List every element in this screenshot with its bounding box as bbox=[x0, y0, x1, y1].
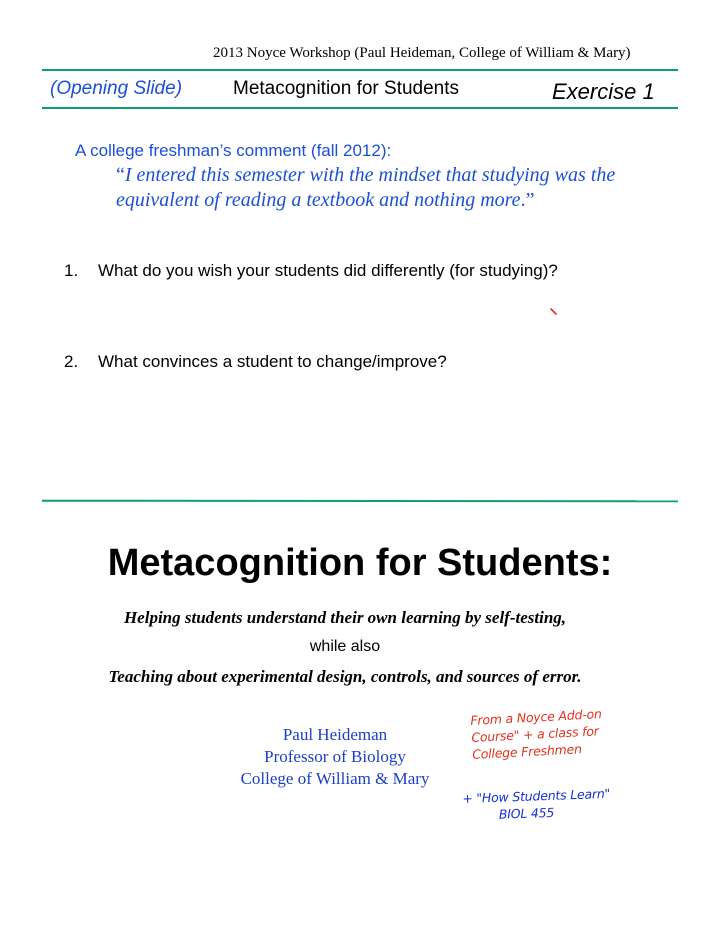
title-slide-subtitle-2: Teaching about experimental design, controls, and sources of error. bbox=[108, 667, 582, 686]
exercise-label: Exercise 1 bbox=[552, 79, 655, 104]
handwritten-note-red bbox=[470, 705, 604, 763]
title-slide-subtitle-1: Helping students understand their own learning by self-testing, bbox=[123, 608, 567, 627]
note-line: College Freshmen bbox=[471, 741, 583, 762]
workshop-header-text: 2013 Noyce Workshop (Paul Heideman, College of William & Mary) bbox=[213, 45, 631, 61]
question-text: What convinces a student to change/improve? bbox=[98, 352, 447, 371]
quote-open-mark: “ bbox=[116, 164, 125, 186]
header-bottom-rule bbox=[42, 107, 678, 109]
note-line: BIOL 455 bbox=[498, 804, 555, 822]
note-line: Course" + a class for bbox=[470, 723, 599, 745]
question-number: 1. bbox=[64, 261, 79, 280]
title-slide-heading: Metacognition for Students: bbox=[107, 542, 613, 584]
quote-intro: A college freshman’s comment (fall 2012): bbox=[75, 141, 392, 160]
handwritten-note-blue bbox=[462, 785, 611, 824]
quote-text: I entered this semester with the mindset that studying was the equivalent of reading a textbook and nothing more bbox=[116, 164, 616, 211]
author-institution: College of William & Mary bbox=[240, 769, 430, 788]
slide-title: Metacognition for Students bbox=[233, 78, 460, 99]
author-position: Professor of Biology bbox=[264, 747, 406, 766]
question-number: 2. bbox=[64, 352, 79, 371]
note-line: From a Noyce Add-on bbox=[470, 706, 603, 728]
top-rule bbox=[42, 69, 678, 71]
author-block bbox=[210, 724, 460, 790]
title-slide-connector: while also bbox=[309, 638, 381, 655]
quote-close-mark: .” bbox=[520, 189, 535, 211]
opening-slide-label: (Opening Slide) bbox=[50, 78, 183, 99]
author-name: Paul Heideman bbox=[282, 725, 388, 744]
note-line: + "How Students Learn" bbox=[462, 785, 611, 806]
question-text: What do you wish your students did differently (for studying)? bbox=[98, 261, 558, 280]
freshman-quote bbox=[116, 163, 636, 213]
red-pen-tick-mark bbox=[550, 308, 557, 315]
slide-divider-rule bbox=[42, 500, 678, 503]
